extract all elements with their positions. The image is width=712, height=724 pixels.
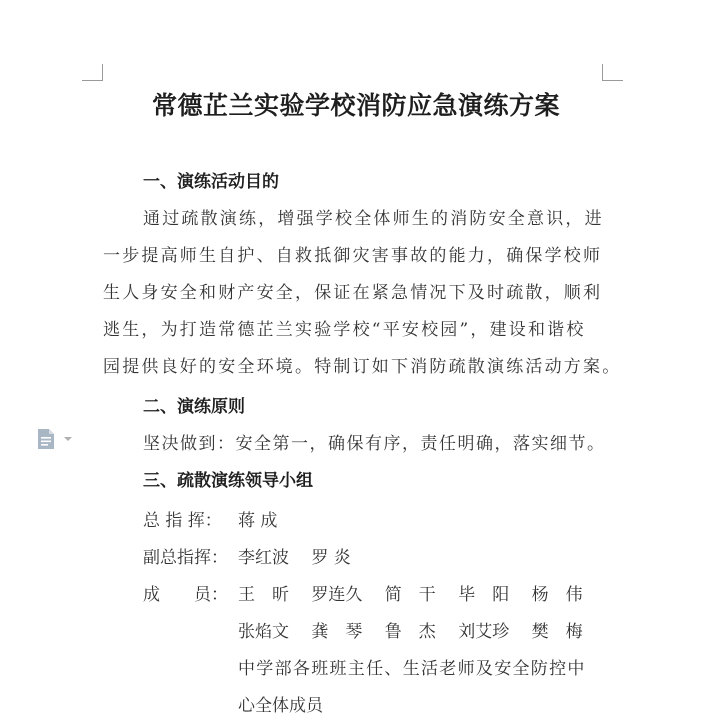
commander-value: 蒋 成	[238, 511, 278, 531]
paragraph-line: 通过疏散演练，增强学校全体师生的消防安全意识，进	[143, 209, 604, 229]
section-heading-leadership: 三、疏散演练领导小组	[143, 471, 313, 491]
commander-label: 总 指 挥：	[143, 511, 222, 531]
paragraph-line: 生人身安全和财产安全，保证在紧急情况下及时疏散，顺利	[103, 283, 603, 303]
deputy-label: 副总指挥：	[143, 548, 228, 568]
deputy-value: 李红波 罗 炎	[238, 548, 351, 568]
members-line: 王 昕 罗连久 简 干 毕 阳 杨 伟	[238, 585, 583, 605]
paragraph-line: 园提供良好的安全环境。特制订如下消防疏散演练活动方案。	[103, 357, 622, 377]
principles-text: 坚决做到：安全第一，确保有序，责任明确，落实细节。	[143, 434, 606, 454]
document-title: 常德芷兰实验学校消防应急演练方案	[151, 91, 560, 120]
paragraph-line: 一步提高师生自护、自救抵御灾害事故的能力，确保学校师	[103, 246, 603, 266]
members-line: 心全体成员	[238, 696, 323, 716]
members-label: 成 员：	[143, 585, 228, 605]
paragraph-line: 逃生，为打造常德芷兰实验学校“平安校园”，建设和谐校	[103, 320, 586, 340]
section-heading-purpose: 一、演练活动目的	[143, 172, 279, 192]
section-heading-principles: 二、演练原则	[143, 397, 245, 417]
members-line: 张焰文 龚 琴 鲁 杰 刘艾珍 樊 梅	[238, 622, 583, 642]
crop-mark-top-right	[602, 64, 623, 81]
crop-mark-top-left	[82, 64, 103, 81]
members-line: 中学部各班班主任、生活老师及安全防控中	[238, 659, 586, 679]
document-icon[interactable]	[36, 428, 76, 450]
